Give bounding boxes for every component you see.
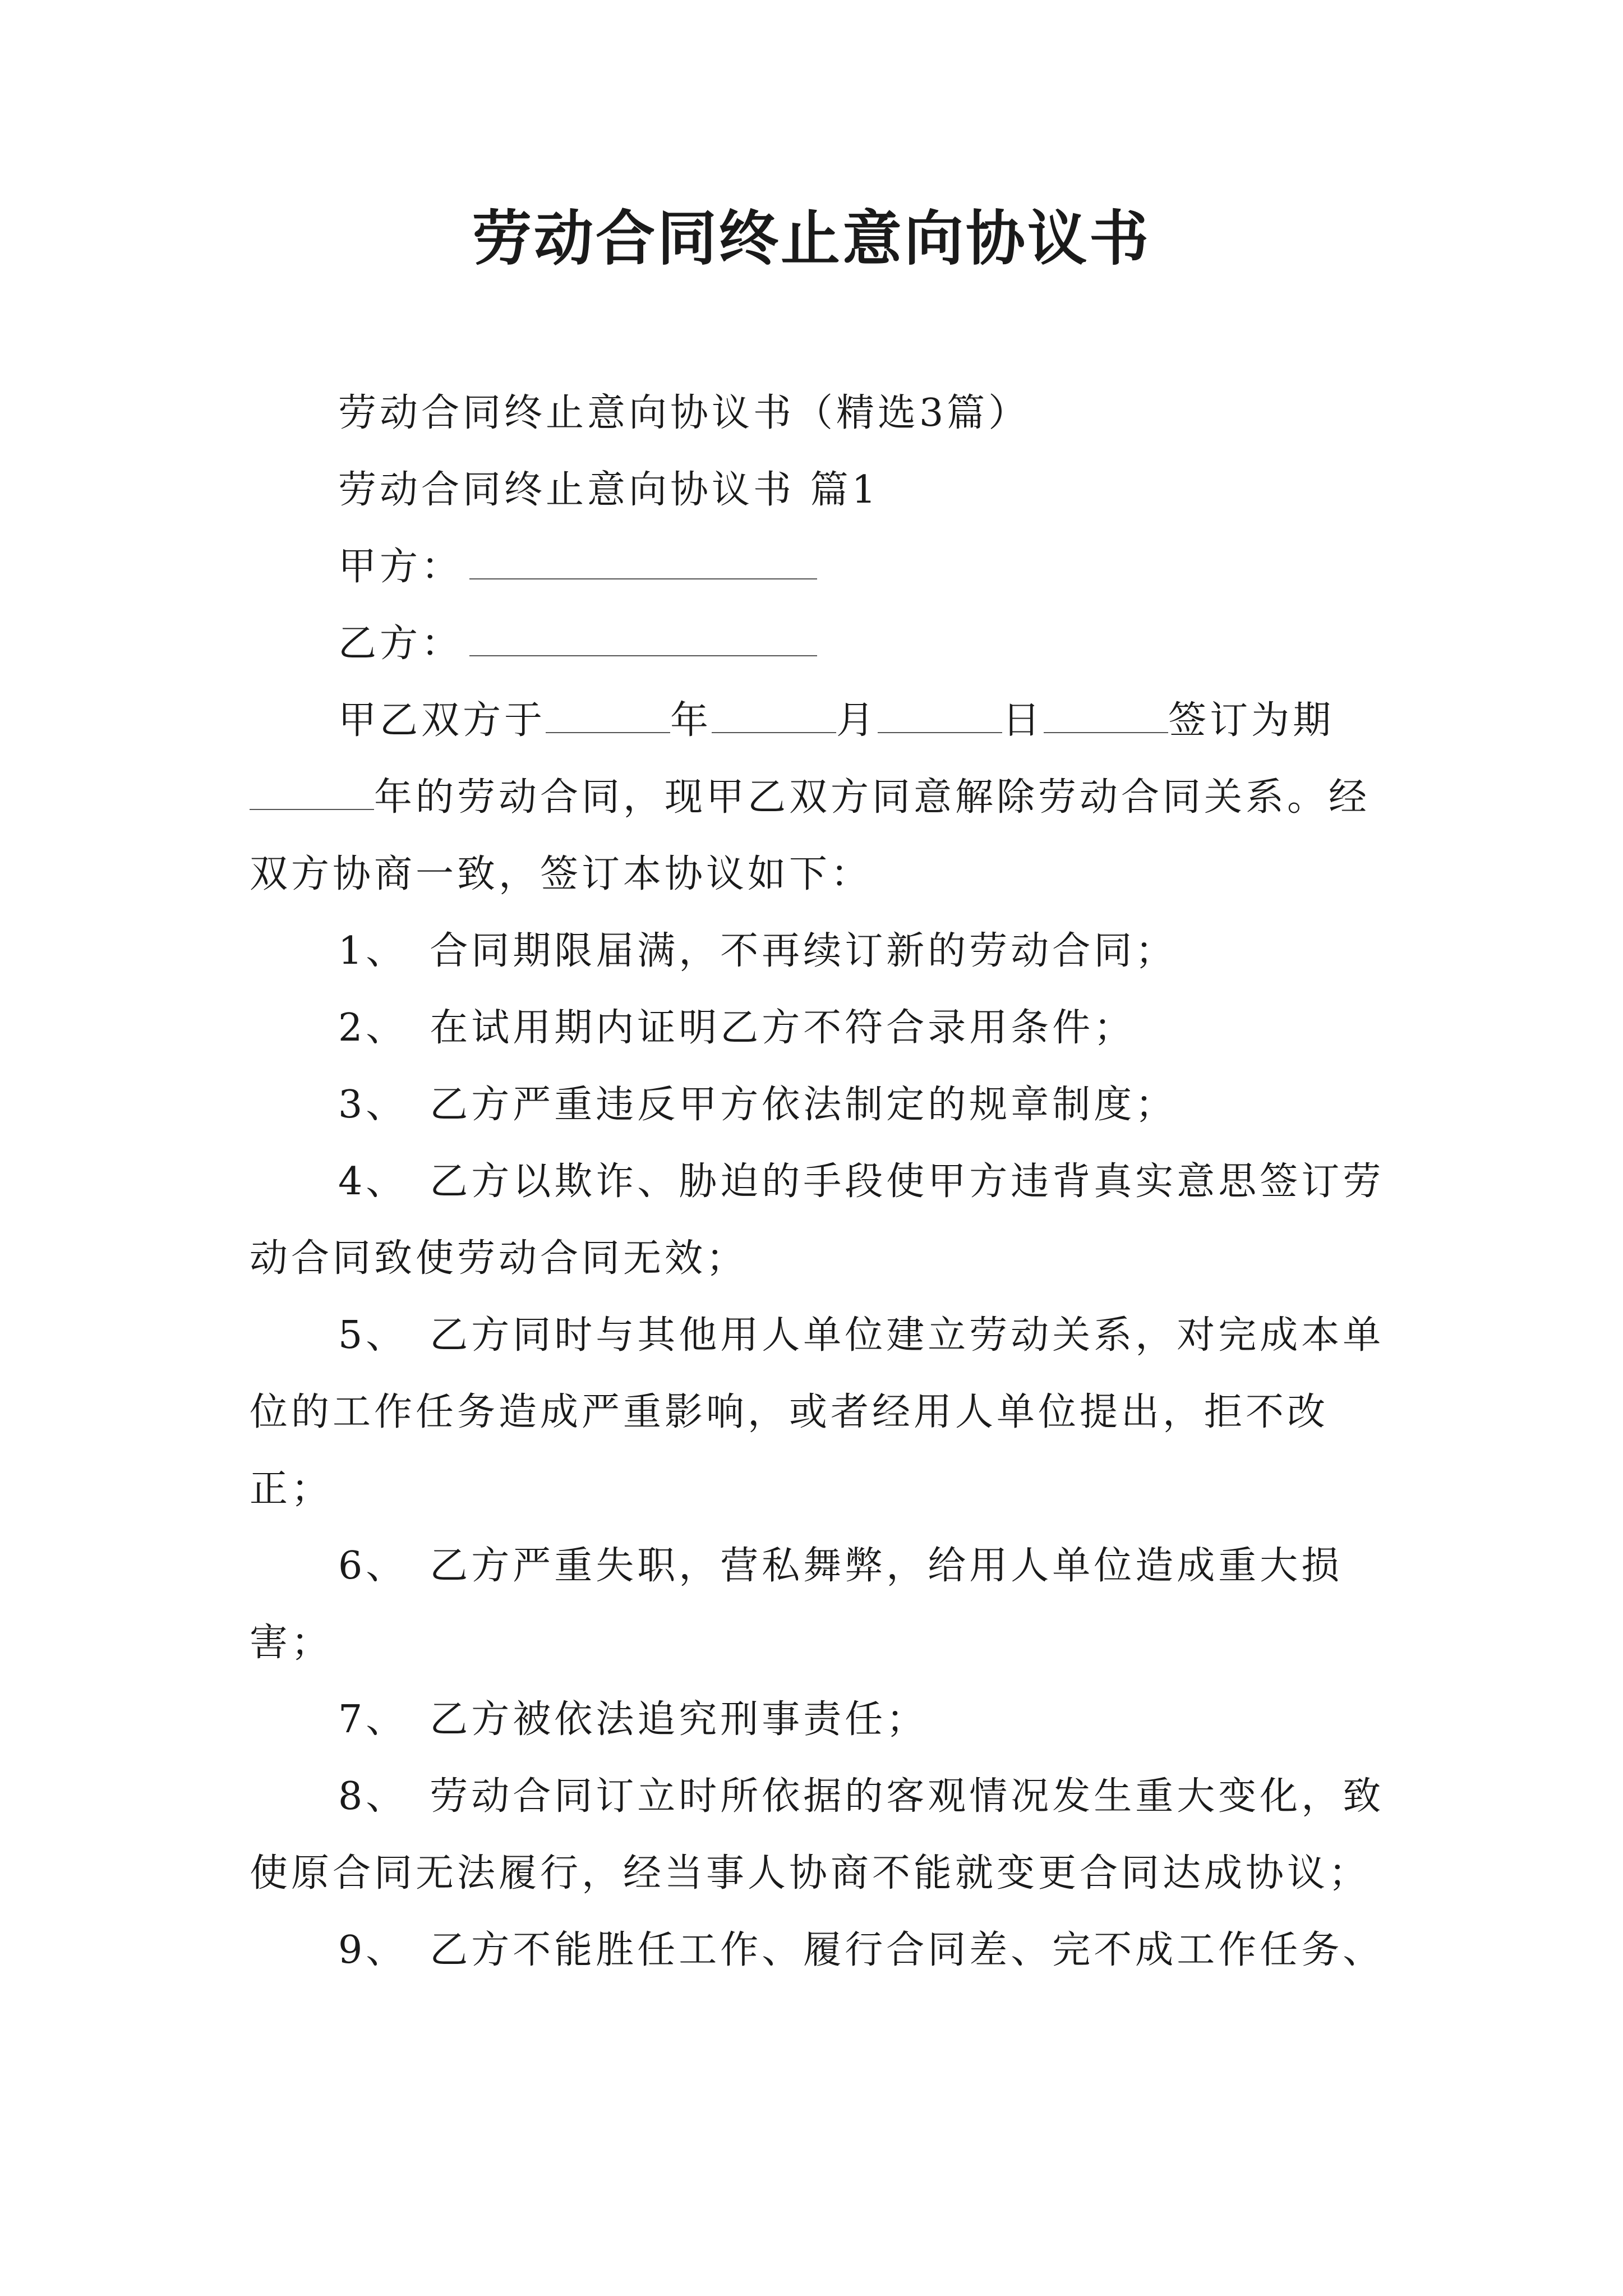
list-item-2: [250, 990, 1394, 1066]
list-item-9: [250, 1912, 1394, 1989]
intro-paragraph: [250, 682, 1394, 913]
list-item-text: 乙方同时与其他用人单位建立劳动关系，对完成本单位的工作任务造成严重影响，或者经用人单位提出，拒不改正；: [250, 1313, 1385, 1511]
month-blank[interactable]: [712, 693, 836, 733]
day-blank[interactable]: [878, 693, 1002, 733]
list-item-number: 9、: [338, 1928, 408, 1972]
date-extra-blank[interactable]: [1044, 693, 1168, 733]
day-label: 日: [1002, 698, 1044, 743]
document-body: [250, 375, 1394, 1989]
intro-rest: 年的劳动合同，现甲乙双方同意解除劳动合同关系。经双方协商一致，签订本协议如下：: [250, 775, 1371, 896]
list-item-number: 6、: [338, 1544, 408, 1588]
list-item-number: 8、: [338, 1774, 408, 1819]
party-a-line: [250, 528, 1394, 605]
sign-period-label: 签订为期: [1168, 698, 1335, 743]
list-item-number: 2、: [338, 1006, 408, 1050]
list-item-text: 乙方严重违反甲方依法制定的规章制度；: [430, 1083, 1177, 1127]
list-item-text: 乙方以欺诈、胁迫的手段使甲方违背真实意思签订劳动合同致使劳动合同无效；: [250, 1159, 1385, 1281]
party-a-label: 甲方：: [338, 545, 463, 589]
list-item-3: [250, 1066, 1394, 1143]
list-item-7: [250, 1681, 1394, 1758]
year-label: 年: [670, 698, 712, 743]
list-item-1: [250, 913, 1394, 990]
month-label: 月: [836, 698, 878, 743]
party-a-blank[interactable]: [469, 539, 817, 579]
list-item-number: 1、: [338, 929, 408, 973]
list-item-text: 劳动合同订立时所依据的客观情况发生重大变化，致使原合同无法履行，经当事人协商不能就变更合同达成协议；: [250, 1774, 1385, 1895]
list-item-text: 合同期限届满，不再续订新的劳动合同；: [430, 929, 1177, 973]
list-item-text: 乙方不能胜任工作、履行合同差、完不成工作任务、: [430, 1928, 1385, 1972]
list-item-6: [250, 1527, 1394, 1681]
list-item-4: [250, 1143, 1394, 1297]
section-heading: 劳动合同终止意向协议书 篇1: [338, 468, 879, 512]
document-title: 劳动合同终止意向协议书: [472, 203, 1151, 273]
party-b-line: [250, 605, 1394, 682]
list-item-number: 3、: [338, 1083, 408, 1127]
party-b-label: 乙方：: [338, 622, 463, 666]
list-item-8: [250, 1758, 1394, 1912]
year-blank[interactable]: [546, 693, 670, 733]
list-item-number: 5、: [338, 1313, 408, 1358]
party-b-blank[interactable]: [469, 616, 817, 656]
period-blank[interactable]: [250, 770, 374, 810]
subtitle: 劳动合同终止意向协议书（精选3篇）: [338, 391, 1030, 435]
list-item-text: 乙方被依法追究刑事责任；: [430, 1697, 928, 1742]
intro-start: 甲乙双方于: [338, 698, 546, 743]
list-item-text: 乙方严重失职，营私舞弊，给用人单位造成重大损害；: [250, 1544, 1343, 1665]
list-item-number: 7、: [338, 1697, 408, 1742]
list-item-5: [250, 1297, 1394, 1527]
list-item-number: 4、: [338, 1159, 408, 1204]
list-item-text: 在试用期内证明乙方不符合录用条件；: [430, 1006, 1136, 1050]
